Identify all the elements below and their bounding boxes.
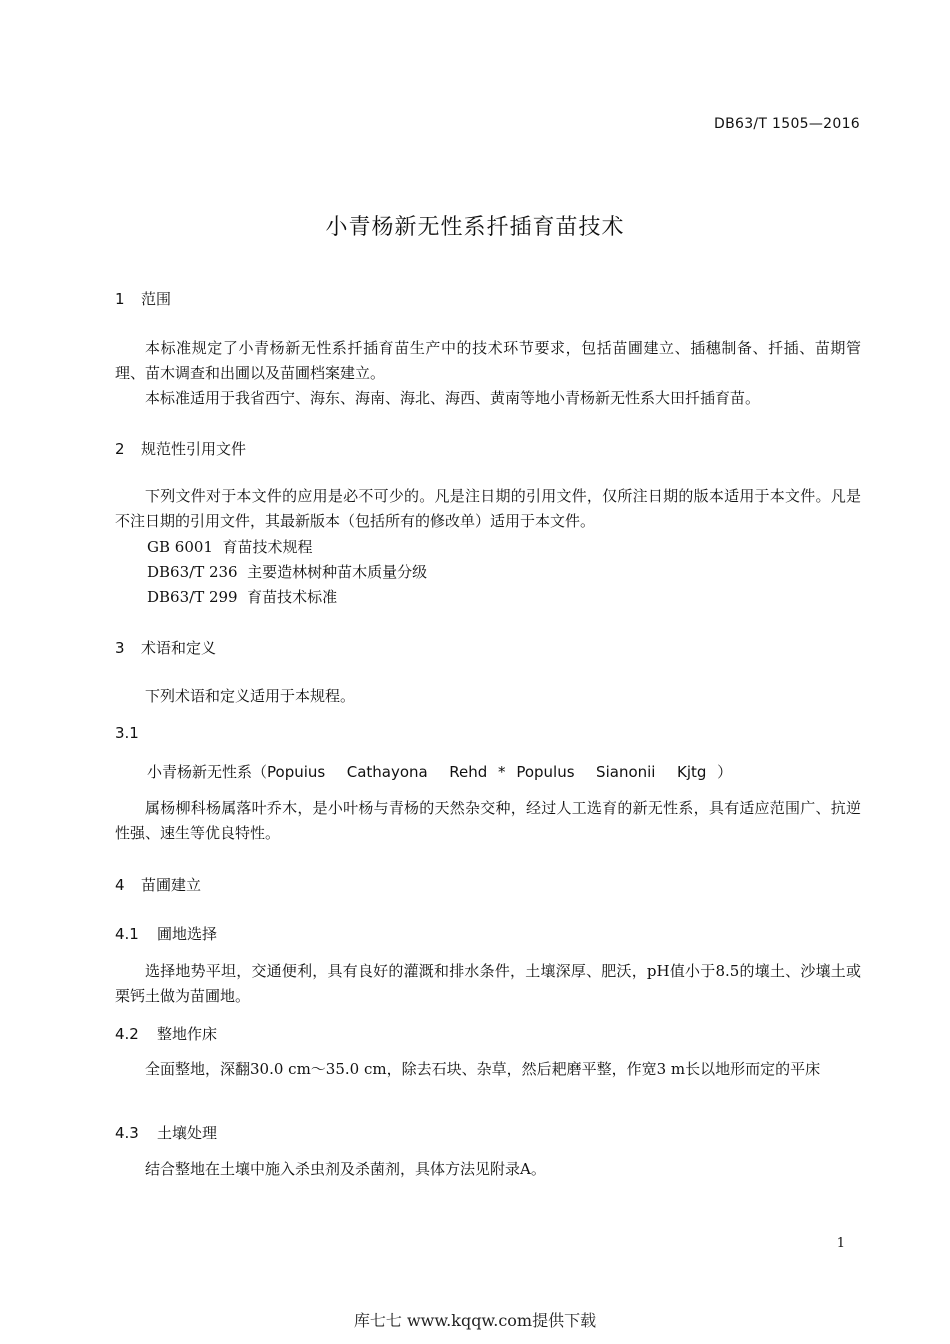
section-1-heading <box>115 288 171 309</box>
subsection-3-1-number: 3.1 <box>115 724 139 742</box>
section-3-heading <box>115 637 216 658</box>
reference-item: GB 6001 育苗技术规程 <box>147 538 313 556</box>
download-footer: 库七七 www.kqqw.com提供下载 <box>353 1311 597 1330</box>
subsection-number: 4.2 <box>115 1025 139 1043</box>
reference-item: DB63/T 236 主要造林树种苗木质量分级 <box>147 563 428 581</box>
section-title: 苗圃建立 <box>141 876 202 894</box>
subsection-4-3-text: 结合整地在土壤中施入杀虫剂及杀菌剂，具体方法见附录A。 <box>145 1160 546 1178</box>
subsection-4-1-heading <box>115 923 217 944</box>
term-definition: 属杨柳科杨属落叶乔木，是小叶杨与青杨的天然杂交种，经过人工选育的新无性系，具有适应范围广、抗逆性强、速生等优良特性。 <box>115 799 861 842</box>
section-4-heading <box>115 874 201 895</box>
section-number: 1 <box>115 290 125 308</box>
subsection-title: 整地作床 <box>157 1025 218 1043</box>
section-number: 4 <box>115 876 125 894</box>
page-number: 1 <box>836 1236 845 1251</box>
section-1-paragraph-1: 本标准规定了小青杨新无性系扦插育苗生产中的技术环节要求，包括苗圃建立、插穗制备、扦插、苗期管理、苗木调查和出圃以及苗圃档案建立。 <box>115 339 861 382</box>
subsection-title: 土壤处理 <box>157 1124 218 1142</box>
section-1-paragraph-2: 本标准适用于我省西宁、海东、海南、海北、海西、黄南等地小青杨新无性系大田扦插育苗。 <box>145 389 761 407</box>
subsection-4-3-heading <box>115 1122 217 1143</box>
subsection-number: 4.1 <box>115 925 139 943</box>
section-2-heading <box>115 438 246 459</box>
section-title: 规范性引用文件 <box>141 440 247 458</box>
subsection-4-1-text: 选择地势平坦，交通便利，具有良好的灌溉和排水条件，土壤深厚、肥沃，pH值小于8.5的壤土、沙壤土或栗钙土做为苗圃地。 <box>115 962 861 1005</box>
section-title: 范围 <box>141 290 172 308</box>
subsection-4-2-text: 全面整地，深翻30.0 cm～35.0 cm，除去石块、杂草，然后耙磨平整，作宽3 m长以地形而定的平床 <box>145 1060 821 1078</box>
reference-item: DB63/T 299 育苗技术标准 <box>147 588 338 606</box>
section-3-paragraph: 下列术语和定义适用于本规程。 <box>145 687 356 705</box>
term-name: 小青杨新无性系（Popuius Cathayona Rehd * Populus Sianonii Kjtg ） <box>147 763 733 781</box>
section-number: 2 <box>115 440 125 458</box>
section-2-paragraph: 下列文件对于本文件的应用是必不可少的。凡是注日期的引用文件，仅所注日期的版本适用于本文件。凡是不注日期的引用文件，其最新版本（包括所有的修改单）适用于本文件。 <box>115 487 861 530</box>
standard-code: DB63/T 1505—2016 <box>714 116 860 132</box>
subsection-title: 圃地选择 <box>157 925 218 943</box>
subsection-4-2-heading <box>115 1023 217 1044</box>
document-title: 小青杨新无性系扦插育苗技术 <box>325 215 625 240</box>
section-number: 3 <box>115 639 125 657</box>
subsection-number: 4.3 <box>115 1124 139 1142</box>
section-title: 术语和定义 <box>141 639 217 657</box>
